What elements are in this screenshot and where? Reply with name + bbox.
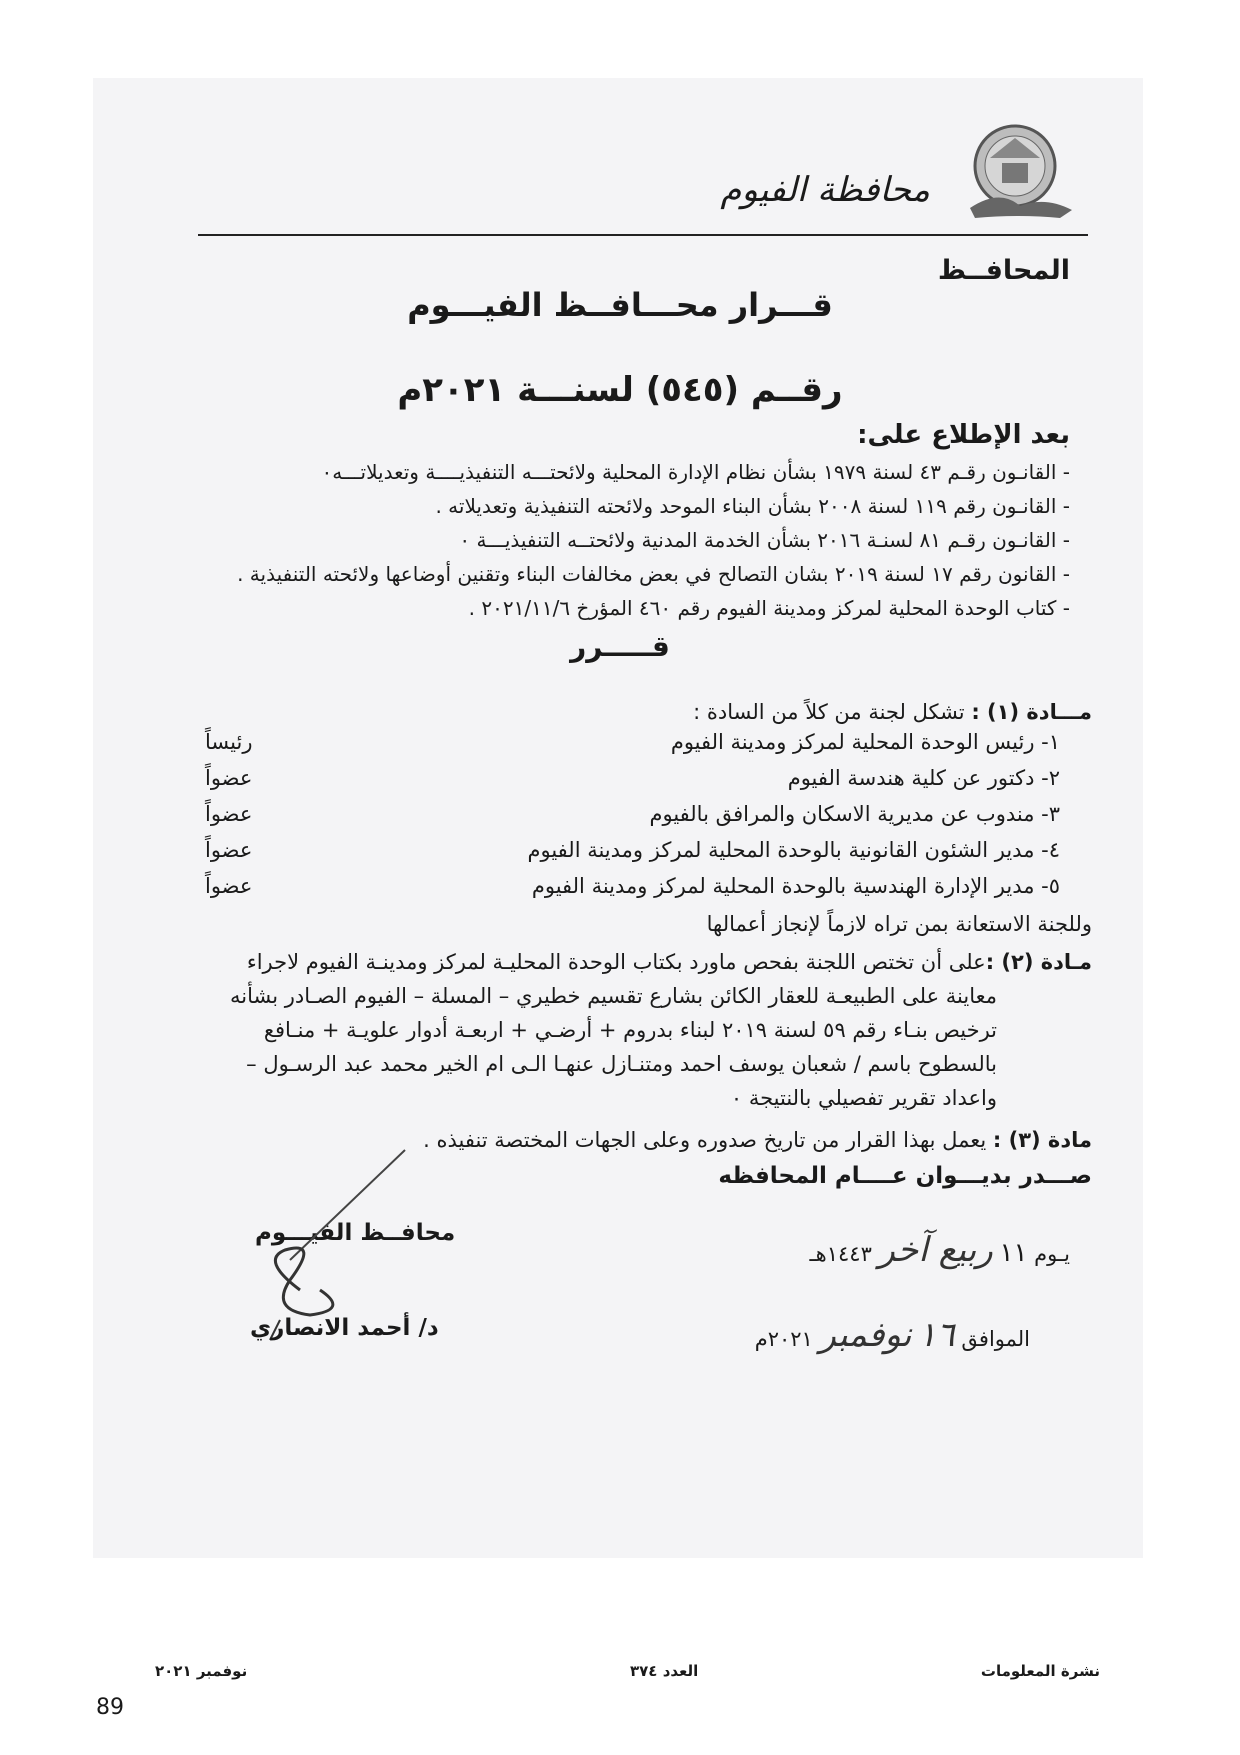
handwritten-signature xyxy=(230,1140,430,1340)
greg-year: ٢٠٢١م xyxy=(754,1327,813,1351)
preamble-heading: بعد الإطلاع على: xyxy=(857,420,1070,450)
member-name: ٢- دكتور عن كلية هندسة الفيوم xyxy=(787,766,1060,790)
committee-members xyxy=(160,730,1060,910)
member-role: عضواً xyxy=(205,874,253,898)
governorate-logo xyxy=(960,118,1080,228)
member-role: عضواً xyxy=(205,766,253,790)
governorate-name: محافظة الفيوم xyxy=(720,170,930,210)
article-2-line: معاينة على الطبيعـة للعقار الكائن بشارع تقسيم خطيري – المسلة – الفيوم الصـادر بشأنه xyxy=(229,984,997,1008)
greg-month: نوفمبر xyxy=(819,1315,912,1355)
preamble-list xyxy=(190,455,1070,625)
article-2-line: واعداد تقرير تفصيلي بالنتيجة ٠ xyxy=(730,1086,997,1110)
decides-heading: قـــــرر xyxy=(570,630,670,663)
article-1 xyxy=(693,700,1092,724)
member-role: عضواً xyxy=(205,838,253,862)
greg-label: الموافق xyxy=(961,1327,1030,1351)
hijri-date xyxy=(720,1230,1070,1270)
article-2-text: على أن تختص اللجنة بفحص ماورد بكتاب الوحدة المحليـة لمركز ومدينـة الفيوم لاجراء xyxy=(246,950,986,974)
article-2-label: مـادة (٢) : xyxy=(985,950,1092,974)
issued-at: صـــدر بديـــوان عــــام المحافظه xyxy=(718,1163,1092,1189)
footer-issue: العدد ٣٧٤ xyxy=(630,1662,699,1680)
decree-number: رقــم (٥٤٥) لسنـــة ٢٠٢١م xyxy=(397,370,843,410)
member-name: ١- رئيس الوحدة المحلية لمركز ومدينة الفيوم xyxy=(670,730,1060,754)
hijri-year: ١٤٤٣هـ xyxy=(809,1242,872,1266)
member-name: ٤- مدير الشئون القانونية بالوحدة المحلية لمركز ومدينة الفيوم xyxy=(527,838,1060,862)
page-number: 89 xyxy=(96,1695,124,1720)
hijri-day: ١١ xyxy=(999,1238,1028,1268)
preamble-item: - القانـون رقـم ٨١ لسنـة ٢٠١٦ بشأن الخدمة المدنية ولائحتــه التنفيذيـــة ٠ xyxy=(459,528,1070,552)
article-3-label: مادة (٣) : xyxy=(992,1128,1092,1152)
article-3-text: يعمل بهذا القرار من تاريخ صدوره وعلى الجهات المختصة تنفيذه . xyxy=(423,1128,987,1152)
preamble-item: - القانون رقم ١٧ لسنة ٢٠١٩ بشان التصالح في بعض مخالفات البناء وتقنين أوضاعها ولائحته التنفيذية . xyxy=(237,562,1070,586)
assistance-note: وللجنة الاستعانة بمن تراه لازماً لإنجاز أعمالها xyxy=(706,912,1092,936)
member-name: ٣- مندوب عن مديرية الاسكان والمرافق بالفيوم xyxy=(649,802,1060,826)
gregorian-date xyxy=(720,1315,1030,1355)
member-name: ٥- مدير الإدارة الهندسية بالوحدة المحلية لمركز ومدينة الفيوم xyxy=(531,874,1060,898)
signatory-name: د/ أحمد الانصاري xyxy=(250,1315,439,1341)
article-1-label: مـــادة (١) : xyxy=(971,700,1092,724)
greg-day: ١٦ xyxy=(918,1315,955,1355)
article-2-line: بالسطوح باسم / شعبان يوسف احمد ومتنـازل عنهـا الـى ام الخير محمد عبد الرسـول – xyxy=(246,1052,997,1076)
committee-roles xyxy=(205,730,295,910)
footer-publication: نشرة المعلومات xyxy=(980,1662,1100,1680)
article-2-line: ترخيص بنـاء رقم ٥٩ لسنة ٢٠١٩ لبناء بدروم + أرضـي + اربعـة أدوار علويـة + منـافع xyxy=(263,1018,997,1042)
signatory-title: محافــظ الفيـــوم xyxy=(255,1220,456,1246)
member-role: عضواً xyxy=(205,802,253,826)
office-title: المحافــظ xyxy=(937,255,1070,286)
hijri-month: ربيع آخر xyxy=(878,1230,993,1270)
header-divider xyxy=(198,234,1088,236)
article-2 xyxy=(152,945,1092,1115)
footer-month: نوفمبر ٢٠٢١ xyxy=(155,1662,248,1680)
preamble-item: - القانـون رقم ١١٩ لسنة ٢٠٠٨ بشأن البناء الموحد ولائحته التنفيذية وتعديلاته . xyxy=(435,494,1070,518)
article-3 xyxy=(423,1128,1092,1152)
preamble-item: - القانـون رقـم ٤٣ لسنة ١٩٧٩ بشأن نظام الإدارة المحلية ولائحتـــه التنفيذيــــة وتعديلاتـــه٠ xyxy=(321,460,1070,484)
day-label: يـوم xyxy=(1034,1242,1070,1266)
article-1-text: تشكل لجنة من كلاً من السادة : xyxy=(693,700,965,724)
preamble-item: - كتاب الوحدة المحلية لمركز ومدينة الفيوم رقم ٤٦٠ المؤرخ ٢٠٢١/١١/٦ . xyxy=(468,596,1070,620)
decree-title: قـــرار محـــافــظ الفيـــوم xyxy=(407,286,833,324)
member-role: رئيساً xyxy=(205,730,253,754)
